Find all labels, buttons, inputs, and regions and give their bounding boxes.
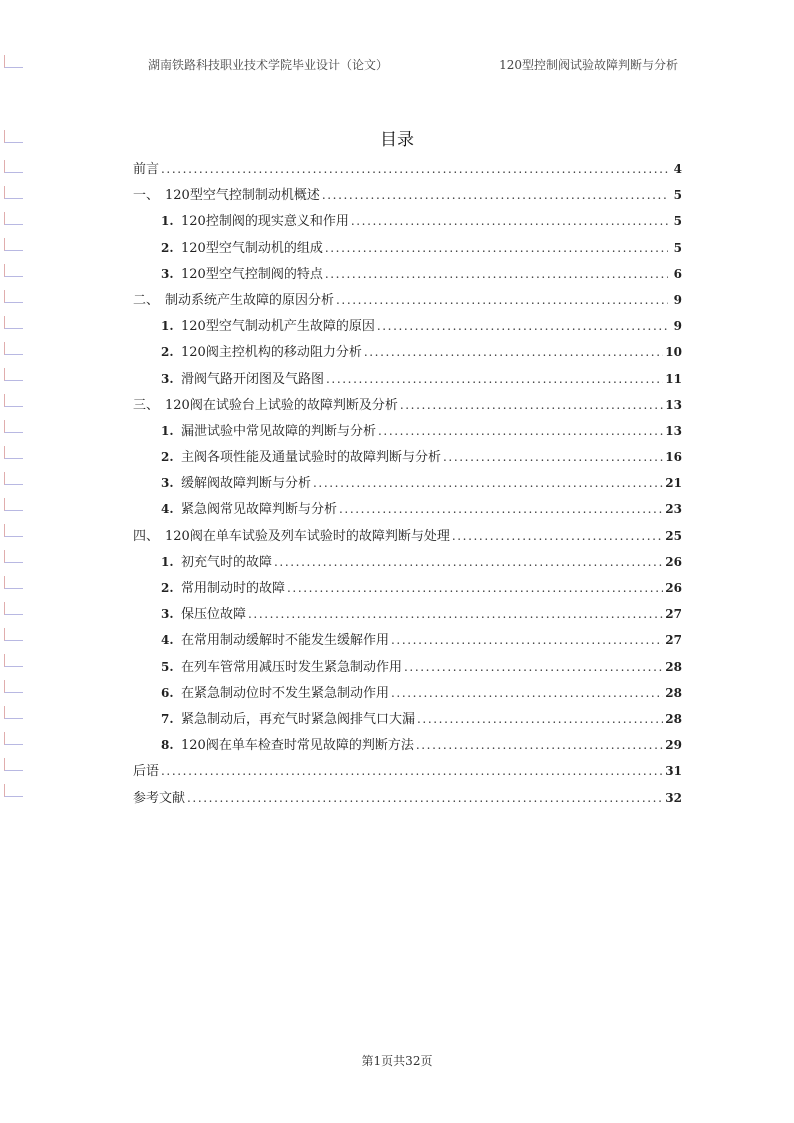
toc-entry-text: 保压位故障 bbox=[181, 607, 247, 623]
toc-entry-page: 13 bbox=[665, 423, 682, 438]
margin-mark bbox=[4, 654, 23, 667]
toc-entry[interactable] bbox=[133, 787, 682, 813]
margin-mark bbox=[4, 446, 23, 459]
toc-leader-dots bbox=[339, 498, 663, 520]
toc-entry-page: 32 bbox=[665, 790, 682, 805]
margin-mark bbox=[4, 316, 23, 329]
toc-entry-text: 在常用制动缓解时不能发生缓解作用 bbox=[181, 633, 390, 649]
toc-entry[interactable] bbox=[133, 577, 682, 603]
toc-entry[interactable] bbox=[133, 682, 682, 708]
margin-mark bbox=[4, 706, 23, 719]
toc-entry-page: 25 bbox=[665, 528, 682, 543]
margin-mark bbox=[4, 368, 23, 381]
toc-entry-text: 在紧急制动位时不发生紧急制动作用 bbox=[181, 685, 390, 701]
toc-entry-text: 初充气时的故障 bbox=[181, 554, 273, 570]
toc-entry-page: 10 bbox=[665, 345, 682, 360]
toc-entry-text: 120控制阀的现实意义和作用 bbox=[181, 214, 349, 230]
toc-entry[interactable] bbox=[133, 656, 682, 682]
margin-mark bbox=[4, 732, 23, 745]
toc-entry-number: 1. bbox=[161, 319, 174, 334]
toc-entry-number: 四、 bbox=[133, 528, 160, 544]
toc-entry[interactable] bbox=[133, 629, 682, 655]
toc-entry-text: 120型空气控制制动机概述 bbox=[165, 188, 320, 204]
margin-mark bbox=[4, 342, 23, 355]
toc-leader-dots bbox=[313, 472, 663, 494]
toc-entry-number: 三、 bbox=[133, 397, 160, 413]
toc-entry-text: 常用制动时的故障 bbox=[181, 581, 286, 596]
toc-entry-number: 8. bbox=[161, 738, 174, 753]
toc-entry-text: 紧急阀常见故障判断与分析 bbox=[181, 502, 338, 518]
toc-entry-number: 1. bbox=[161, 423, 174, 438]
page-footer: 第1页共32页 bbox=[361, 1054, 433, 1068]
toc-entry[interactable] bbox=[133, 263, 682, 289]
toc-entry-page: 27 bbox=[665, 607, 682, 622]
toc-entry-page: 5 bbox=[673, 188, 682, 203]
toc-entry[interactable] bbox=[133, 525, 682, 551]
toc-entry-page: 5 bbox=[673, 214, 682, 229]
margin-mark bbox=[4, 420, 23, 433]
margin-mark bbox=[4, 264, 23, 277]
header-thesis-title: 120型控制阀试验故障判断与分析 bbox=[499, 58, 678, 72]
toc-leader-dots bbox=[417, 708, 663, 730]
toc-entry-text: 漏泄试验中常见故障的判断与分析 bbox=[181, 423, 377, 439]
toc-entry-page: 26 bbox=[665, 581, 682, 595]
margin-mark bbox=[4, 160, 23, 173]
toc-entry[interactable] bbox=[133, 368, 682, 394]
toc-entry[interactable] bbox=[133, 446, 682, 472]
toc-entry-text: 缓解阀故障判断与分析 bbox=[181, 476, 312, 492]
toc-leader-dots bbox=[391, 682, 663, 704]
toc-entry-page: 11 bbox=[665, 371, 682, 386]
toc-leader-dots bbox=[404, 656, 663, 678]
toc-leader-dots bbox=[377, 315, 668, 337]
toc-leader-dots bbox=[161, 158, 668, 180]
toc-leader-dots bbox=[287, 577, 663, 599]
toc-entry[interactable] bbox=[133, 760, 682, 786]
toc-entry-text: 紧急制动后，再充气时紧急阀排气口大漏 bbox=[181, 711, 416, 727]
toc-leader-dots bbox=[248, 603, 663, 625]
toc-entry-number: 1. bbox=[161, 214, 174, 229]
toc-entry-number: 4. bbox=[161, 502, 174, 517]
toc-entry-number: 5. bbox=[161, 659, 174, 674]
toc-entry-text: 120阀在单车检查时常见故障的判断方法 bbox=[181, 738, 414, 754]
toc-entry-number: 一、 bbox=[133, 188, 160, 204]
toc-entry-page: 23 bbox=[665, 502, 682, 517]
toc-entry-page: 31 bbox=[665, 764, 682, 779]
margin-mark bbox=[4, 784, 23, 797]
toc-entry[interactable] bbox=[133, 237, 682, 263]
toc-entry[interactable] bbox=[133, 708, 682, 734]
toc-entry-page: 4 bbox=[673, 162, 682, 176]
toc-entry[interactable] bbox=[133, 551, 682, 577]
toc-entry[interactable] bbox=[133, 184, 682, 210]
toc-entry-page: 9 bbox=[673, 319, 682, 334]
toc-entry-number: 2. bbox=[161, 240, 174, 255]
margin-mark bbox=[4, 290, 23, 303]
toc-entry-text: 在列车管常用减压时发生紧急制动作用 bbox=[181, 659, 403, 675]
toc-entry-page: 16 bbox=[665, 450, 682, 465]
toc-entry-text: 120阀在试验台上试验的故障判断及分析 bbox=[165, 397, 398, 413]
toc-leader-dots bbox=[326, 368, 663, 390]
toc-entry-text: 120阀主控机构的移动阻力分析 bbox=[181, 345, 362, 361]
margin-mark bbox=[4, 680, 23, 693]
toc-entry-page: 28 bbox=[665, 711, 682, 726]
toc-entry[interactable] bbox=[133, 603, 682, 629]
toc-entry[interactable] bbox=[133, 341, 682, 367]
toc-entry[interactable] bbox=[133, 158, 682, 184]
table-of-contents bbox=[133, 158, 682, 813]
page-header bbox=[148, 56, 678, 78]
toc-entry[interactable] bbox=[133, 394, 682, 420]
toc-entry-page: 29 bbox=[665, 738, 682, 753]
toc-entry-page: 5 bbox=[673, 240, 682, 255]
toc-entry-text: 120阀在单车试验及列车试验时的故障判断与处理 bbox=[165, 528, 450, 544]
toc-leader-dots bbox=[322, 184, 668, 206]
toc-entry-page: 21 bbox=[665, 476, 682, 491]
toc-entry-page: 28 bbox=[665, 659, 682, 674]
toc-entry[interactable] bbox=[133, 210, 682, 236]
toc-entry[interactable] bbox=[133, 289, 682, 315]
margin-mark bbox=[4, 394, 23, 407]
toc-leader-dots bbox=[325, 263, 668, 285]
margin-mark bbox=[4, 212, 23, 225]
toc-leader-dots bbox=[325, 237, 668, 259]
toc-leader-dots bbox=[351, 210, 668, 232]
toc-leader-dots bbox=[416, 734, 663, 756]
toc-entry-text: 滑阀气路开闭图及气路图 bbox=[181, 371, 325, 387]
toc-title: 目录 bbox=[380, 130, 414, 150]
toc-entry-page: 28 bbox=[665, 685, 682, 700]
margin-mark bbox=[4, 498, 23, 511]
toc-entry-text: 制动系统产生故障的原因分析 bbox=[165, 292, 335, 308]
toc-leader-dots bbox=[378, 420, 663, 442]
header-school: 湖南铁路科技职业技术学院毕业设计（论文） bbox=[148, 58, 389, 72]
toc-leader-dots bbox=[161, 760, 663, 782]
margin-mark bbox=[4, 602, 23, 615]
margin-mark bbox=[4, 550, 23, 563]
margin-mark bbox=[4, 758, 23, 771]
toc-entry-number: 二、 bbox=[133, 292, 160, 308]
toc-entry-number: 2. bbox=[161, 581, 174, 595]
toc-entry-number: 3. bbox=[161, 607, 174, 622]
toc-entry-number: 3. bbox=[161, 371, 174, 386]
margin-mark bbox=[4, 524, 23, 537]
toc-entry-text: 120型空气控制阀的特点 bbox=[181, 266, 323, 282]
toc-entry-page: 6 bbox=[673, 266, 682, 281]
toc-entry-number: 2. bbox=[161, 450, 174, 465]
toc-entry-page: 13 bbox=[665, 397, 682, 412]
toc-leader-dots bbox=[391, 629, 663, 651]
margin-mark bbox=[4, 576, 23, 589]
toc-entry-text: 前言 bbox=[133, 162, 160, 177]
toc-leader-dots bbox=[274, 551, 663, 573]
toc-entry-number: 1. bbox=[161, 554, 174, 569]
toc-entry-page: 26 bbox=[665, 554, 682, 569]
toc-entry[interactable] bbox=[133, 472, 682, 498]
toc-leader-dots bbox=[452, 525, 663, 547]
toc-entry[interactable] bbox=[133, 315, 682, 341]
toc-leader-dots bbox=[336, 289, 668, 311]
toc-entry-number: 3. bbox=[161, 266, 174, 281]
margin-mark bbox=[4, 628, 23, 641]
toc-entry-text: 参考文献 bbox=[133, 790, 186, 806]
margin-mark bbox=[4, 472, 23, 485]
toc-entry-text: 后语 bbox=[133, 764, 160, 780]
toc-leader-dots bbox=[443, 446, 663, 468]
toc-entry-number: 2. bbox=[161, 345, 174, 360]
toc-entry-page: 9 bbox=[673, 292, 682, 307]
toc-entry[interactable] bbox=[133, 734, 682, 760]
toc-leader-dots bbox=[400, 394, 663, 416]
margin-mark bbox=[4, 238, 23, 251]
toc-leader-dots bbox=[187, 787, 663, 809]
toc-entry-number: 7. bbox=[161, 711, 174, 726]
toc-entry[interactable] bbox=[133, 498, 682, 524]
toc-entry-number: 4. bbox=[161, 633, 174, 648]
toc-entry-text: 120型空气制动机产生故障的原因 bbox=[181, 319, 375, 335]
toc-leader-dots bbox=[364, 341, 663, 363]
toc-entry-number: 3. bbox=[161, 476, 174, 491]
toc-entry-text: 120型空气制动机的组成 bbox=[181, 240, 323, 256]
margin-mark bbox=[4, 55, 23, 68]
toc-entry-number: 6. bbox=[161, 685, 174, 700]
toc-entry-text: 主阀各项性能及通量试验时的故障判断与分析 bbox=[181, 450, 442, 466]
toc-entry-page: 27 bbox=[665, 633, 682, 648]
margin-mark bbox=[4, 186, 23, 199]
toc-entry[interactable] bbox=[133, 420, 682, 446]
